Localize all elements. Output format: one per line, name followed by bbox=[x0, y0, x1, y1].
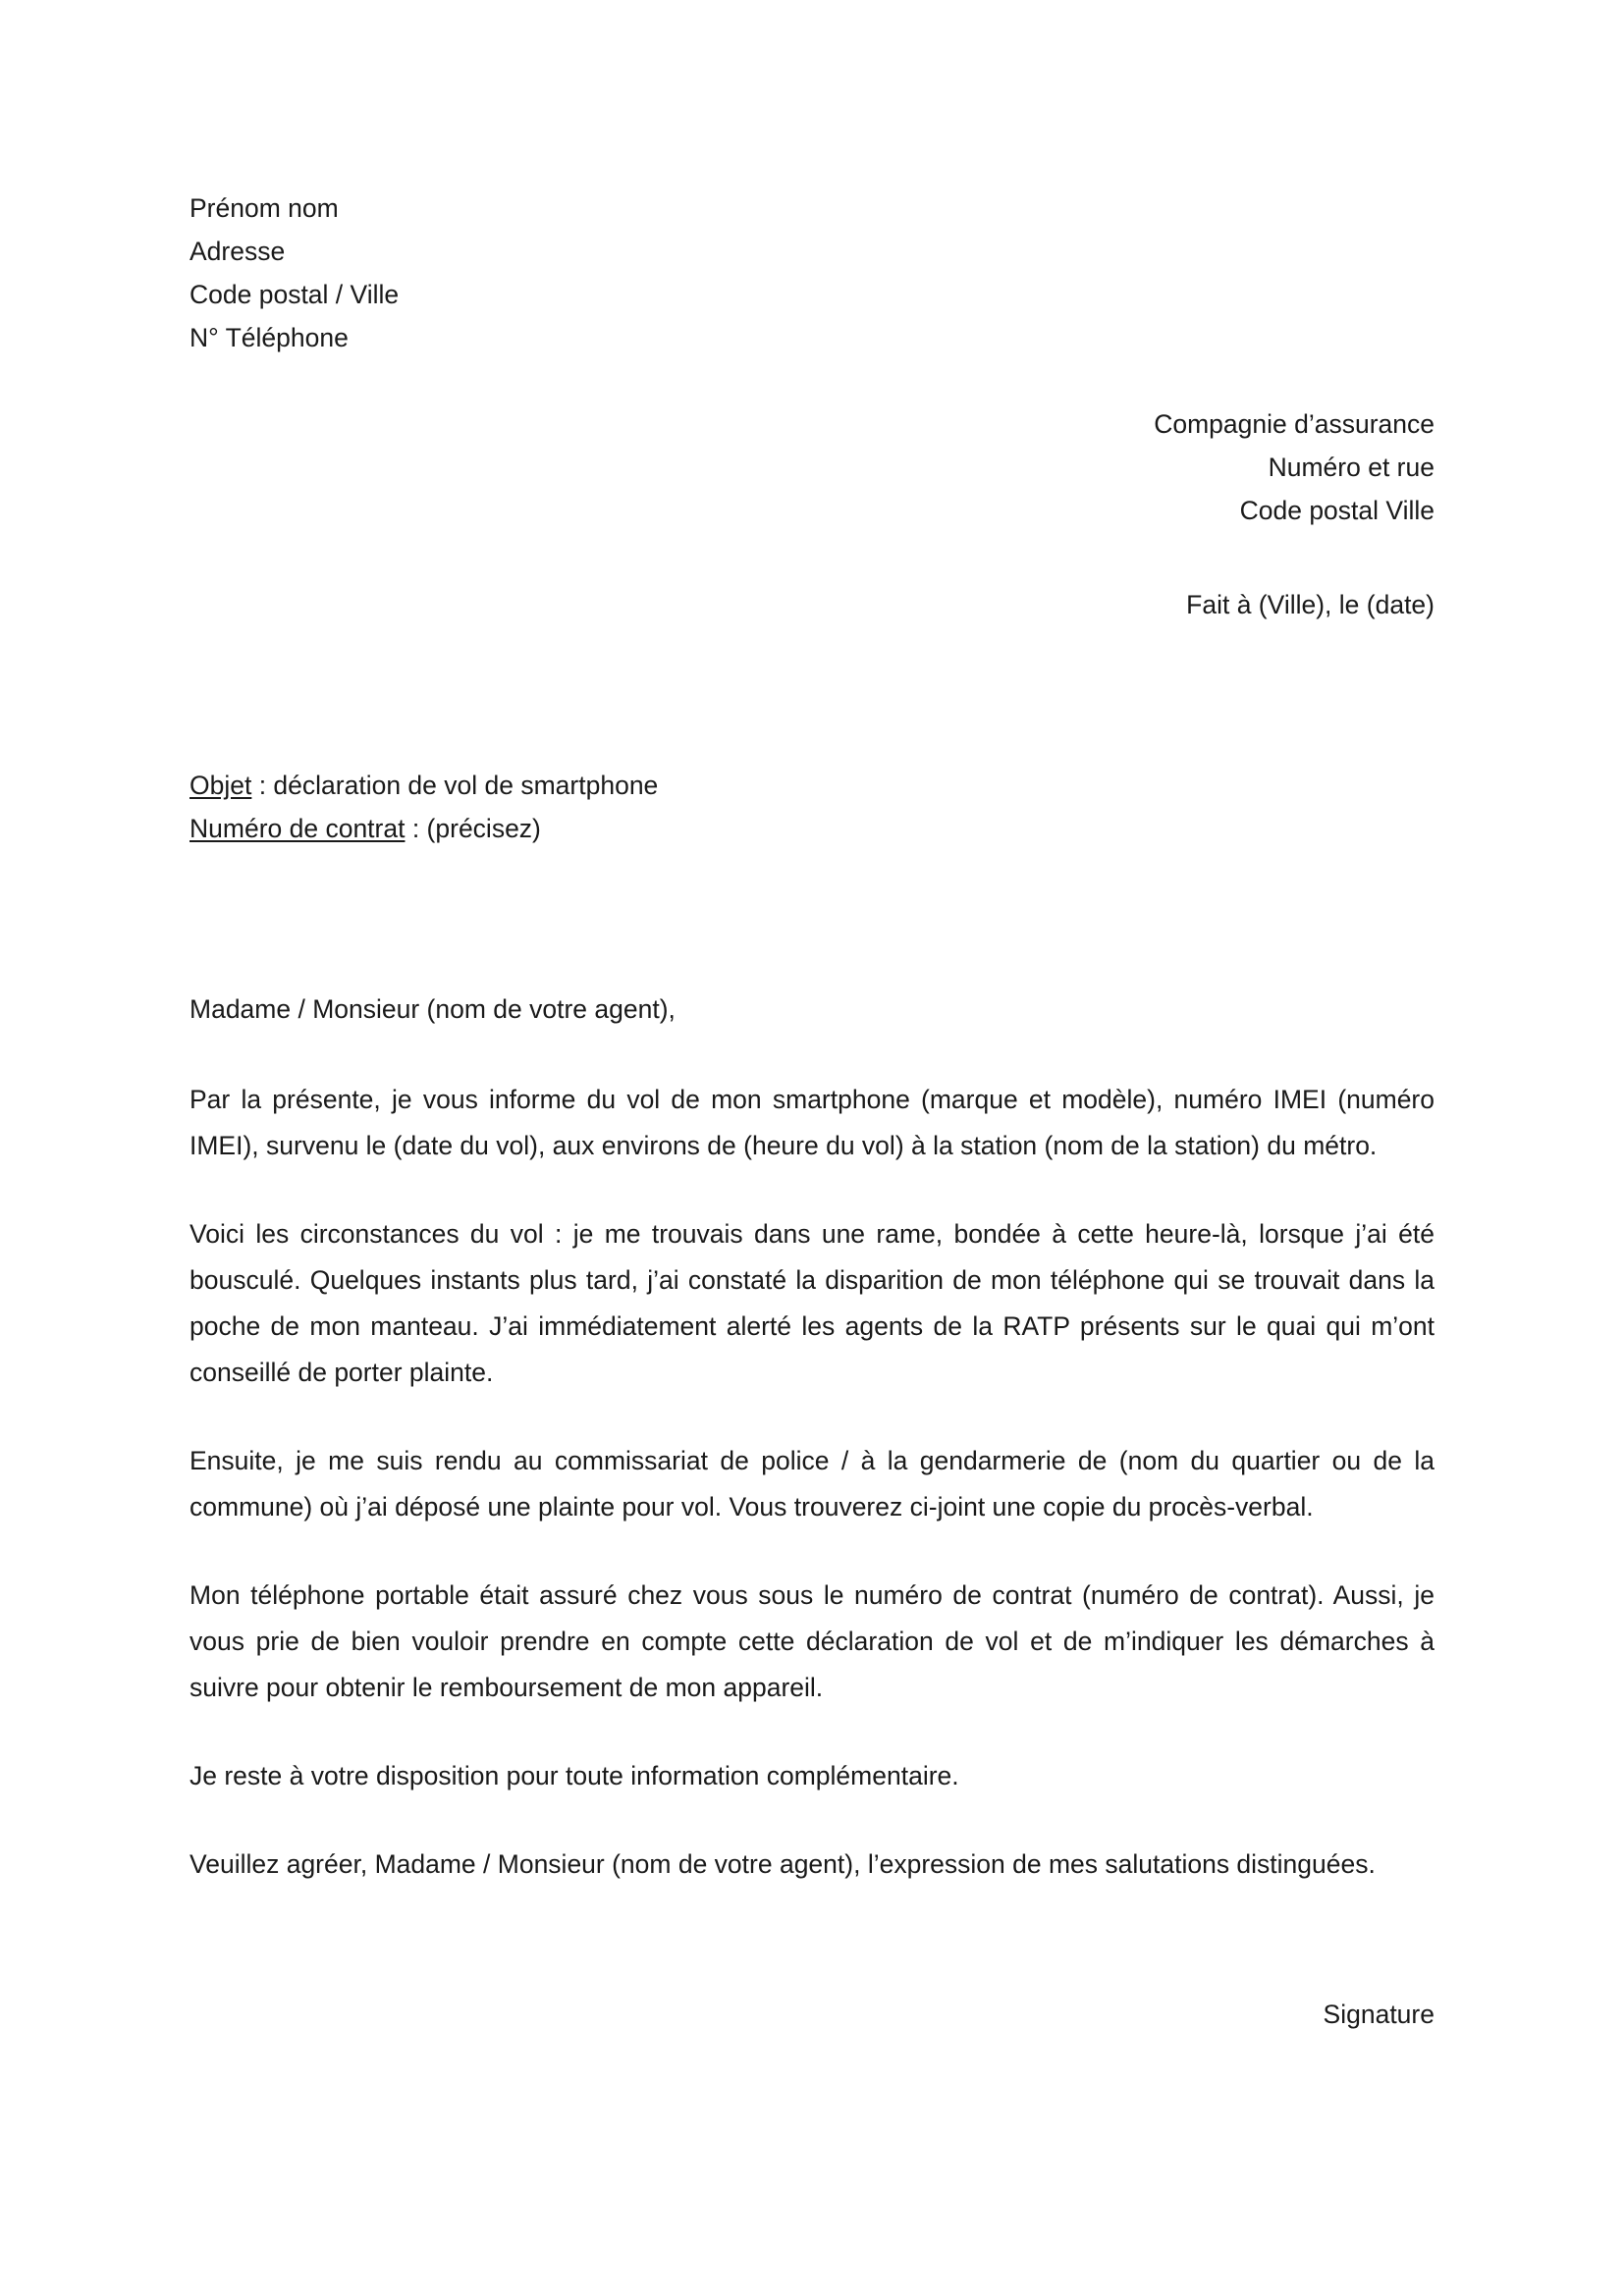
body-paragraph-4: Mon téléphone portable était assuré chez vous sous le numéro de contrat (numéro de contrat). Aussi, je vous prie de bien vouloir prendre en compte cette déclaration de vol et de m’indiquer les démarches à suivre pour obtenir le remboursement de mon appareil. bbox=[189, 1580, 1435, 1702]
place-date-line: Fait à (Ville), le (date) bbox=[1186, 590, 1435, 619]
subject-block bbox=[189, 764, 1435, 850]
body-paragraph-5: Je reste à votre disposition pour toute information complémentaire. bbox=[189, 1761, 959, 1790]
salutation-line: Madame / Monsieur (nom de votre agent), bbox=[189, 994, 676, 1024]
contract-number-label: Numéro de contrat bbox=[189, 814, 406, 843]
salutation-block bbox=[189, 988, 1435, 1031]
signature-label: Signature bbox=[1323, 2000, 1435, 2029]
sender-line-address: Adresse bbox=[189, 237, 286, 266]
body-paragraph-3: Ensuite, je me suis rendu au commissariat de police / à la gendarmerie de (nom du quartier ou de la commune) où j’ai déposé une plainte pour vol. Vous trouverez ci-joint une copie du procès-verbal. bbox=[189, 1446, 1435, 1522]
letter-content bbox=[189, 0, 1435, 2036]
objet-value: : déclaration de vol de smartphone bbox=[251, 771, 659, 800]
place-date-block bbox=[189, 583, 1435, 626]
body-paragraph-2: Voici les circonstances du vol : je me trouvais dans une rame, bondée à cette heure-là, lorsque j’ai été bousculé. Quelques instants plus tard, j’ai constaté la disparition de mon téléphone qui se trouvait dans la poche de mon manteau. J’ai immédiatement alerté les agents de la RATP présents sur le quai qui m’ont conseillé de porter plainte. bbox=[189, 1219, 1435, 1387]
body-paragraph-1: Par la présente, je vous informe du vol de mon smartphone (marque et modèle), numéro IMEI (numéro IMEI), survenu le (date du vol), aux environs de (heure du vol) à la station (nom de la station) du métro. bbox=[189, 1085, 1435, 1160]
objet-label: Objet bbox=[189, 771, 252, 800]
sender-address-block bbox=[189, 187, 1435, 359]
recipient-address-block bbox=[189, 402, 1435, 532]
recipient-line-postal-city: Code postal Ville bbox=[1239, 496, 1435, 525]
signature-block bbox=[189, 1993, 1435, 2036]
sender-line-name: Prénom nom bbox=[189, 193, 339, 223]
contract-number-value: : (précisez) bbox=[405, 814, 541, 843]
closing-paragraph: Veuillez agréer, Madame / Monsieur (nom de votre agent), l’expression de mes salutations distinguées. bbox=[189, 1849, 1376, 1879]
sender-line-postal-city: Code postal / Ville bbox=[189, 280, 400, 309]
sender-line-phone: N° Téléphone bbox=[189, 323, 349, 352]
recipient-line-street: Numéro et rue bbox=[1268, 453, 1435, 482]
objet-line bbox=[189, 764, 1435, 807]
recipient-line-company: Compagnie d’assurance bbox=[1154, 409, 1435, 439]
contract-number-line bbox=[189, 807, 1435, 850]
